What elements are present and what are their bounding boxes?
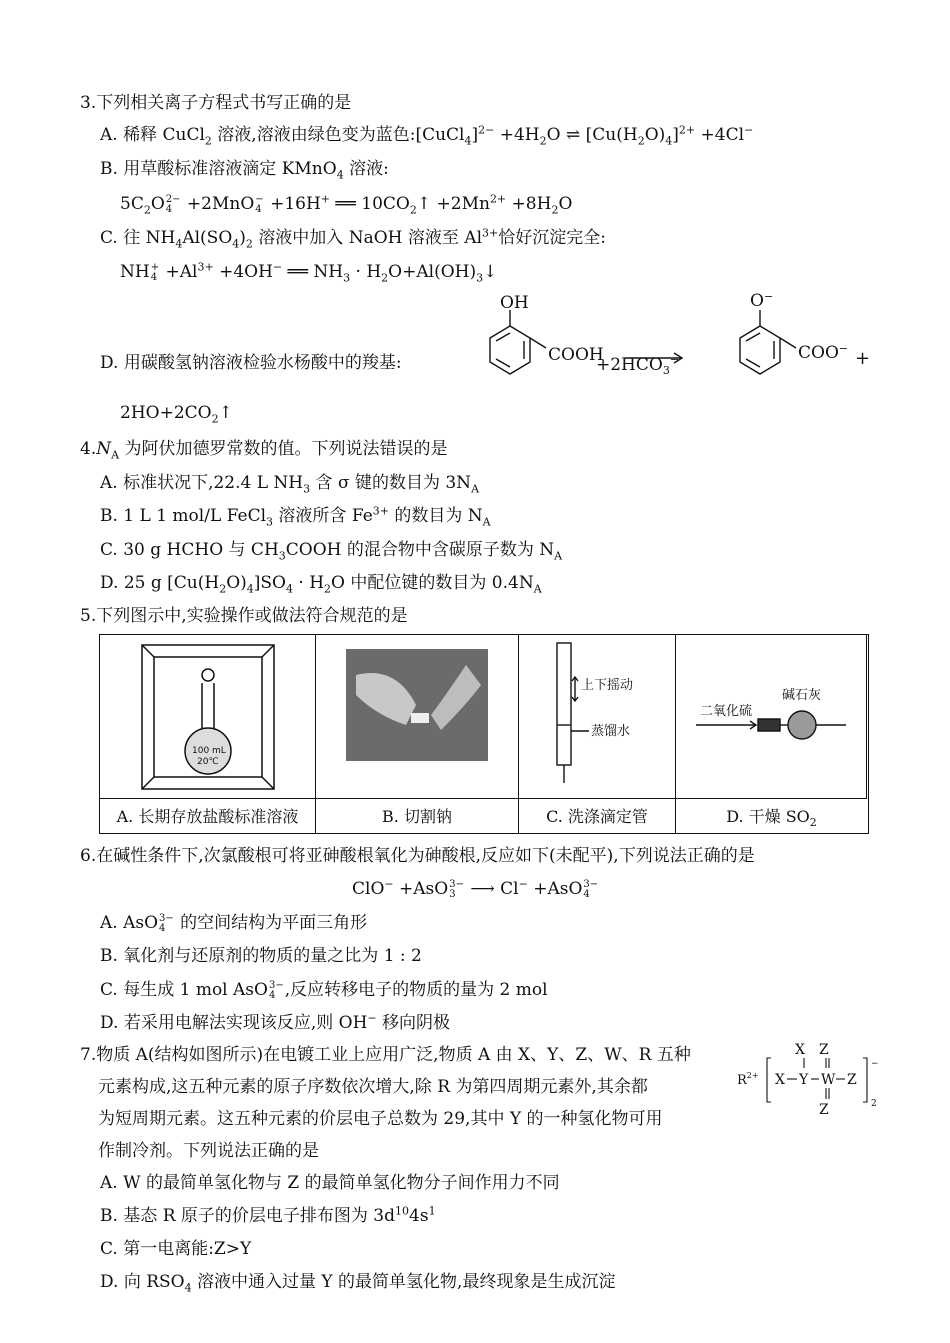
q7-option-a: A. W 的最简单氢化物与 Z 的最简单氢化物分子间作用力不同 — [100, 1173, 560, 1193]
q6-option-b: B. 氧化剂与还原剂的物质的量之比为 1 : 2 — [100, 946, 422, 966]
oh-label: OH — [500, 293, 529, 313]
burette-figure — [519, 635, 674, 795]
q6-option-d: D. 若采用电解法实现该反应,则 OH− 移向阴极 — [100, 1011, 451, 1033]
flask-label-temp: 20℃ — [197, 757, 219, 767]
q4-option-c: C. 30 g HCHO 与 $CH_3COOH$ 的混合物中含碳原子数为 $N_A$ — [100, 540, 563, 563]
shake-label: 上下摇动 — [581, 678, 634, 693]
q7-line2: 元素构成,这五种元素的原子序数依次增大,除 R 为第四周期元素外,其余都 — [98, 1077, 648, 1097]
drying-tube-figure — [676, 635, 866, 795]
q6-stem: 6.在碱性条件下,次氯酸根可将亚砷酸根氧化为砷酸根,反应如下(未配平),下列说法正确的是 — [80, 846, 755, 866]
q4-option-b: B. 1 L 1 mol/L FeCl$_3$ 溶液所含 $Fe^{3+}$ 的数目为 $N_A$ — [100, 504, 491, 529]
caption-d: D. 干燥 $SO_2$ — [676, 798, 867, 833]
plus-hco3-label: $+2HCO_3^-$ — [596, 353, 680, 377]
q3-option-b-equation: $5C_2O$ 2− 4 +2MnO − 4 +16H+ ══ $10CO_2↑ +2Mn^{2+} +8H_2O$ — [120, 192, 573, 217]
figure-d — [676, 635, 867, 798]
coo-label: COO− — [798, 342, 849, 363]
salicylic-acid-reaction — [460, 286, 880, 396]
svg-text:2: 2 — [871, 1099, 877, 1109]
svg-text:Y: Y — [799, 1072, 809, 1088]
svg-text:X: X — [795, 1042, 805, 1058]
svg-text:Z: Z — [847, 1072, 857, 1088]
q3-option-c-equation: NH + 4 $+Al^{3+} +4OH^-$ ══ $NH_3$ · $H_2O+Al(OH)_3↓$ — [120, 260, 498, 285]
caption-a: A. 长期存放盐酸标准溶液 — [100, 798, 316, 833]
svg-text:X: X — [775, 1072, 785, 1088]
q6-option-a: A. AsO 3− 4 的空间结构为平面三角形 — [100, 912, 368, 934]
figure-a — [100, 635, 316, 798]
q5-stem: 5.下列图示中,实验操作或做法符合规范的是 — [80, 606, 408, 626]
svg-text:Z: Z — [819, 1042, 829, 1058]
q4-stem: $4.N_A$ 为阿伏加德罗常数的值。下列说法错误的是 — [80, 439, 448, 462]
flask-label-volume: 100 mL — [192, 746, 226, 756]
caption-c: C. 洗涤滴定管 — [519, 798, 676, 833]
q7-line1: 7.物质 A(结构如图所示)在电镀工业上应用广泛,物质 A 由 X、Y、Z、W、R 五种 — [80, 1045, 691, 1065]
q7-option-c: C. 第一电离能:Z>Y — [100, 1239, 252, 1259]
q3-option-a: A. 稀释 CuCl$_2$ 溶液,溶液由绿色变为蓝色:[CuCl$_4$]$^{2-}$ $+4H_2O$ ⇌ $[Cu(H_2O)_4]^{2+} +4Cl^-$ — [100, 123, 754, 148]
o-minus-label: O− — [750, 290, 774, 311]
svg-text:Z: Z — [819, 1102, 829, 1118]
svg-text:R2+: $R^{2+}$ — [737, 1071, 759, 1088]
soda-lime-label: 碱石灰 — [782, 688, 822, 703]
svg-text:W: W — [821, 1072, 836, 1088]
svg-text:−: − — [871, 1059, 879, 1069]
q7-line3: 为短周期元素。这五种元素的价层电子总数为 29,其中 Y 的一种氢化物可用 — [98, 1109, 663, 1129]
q7-option-d: D. 向 $RSO_4$ 溶液中通入过量 Y 的最简单氢化物,最终现象是生成沉淀 — [100, 1272, 616, 1295]
volumetric-flask-figure — [100, 635, 314, 795]
q6-equation: ClO− +AsO 3− 3 ⟶ Cl− +AsO 3− 4 — [352, 877, 599, 900]
q3-stem: 3.下列相关离子方程式书写正确的是 — [80, 93, 352, 113]
q7-option-b: B. 基态 R 原子的价层电子排布图为 $3d^{10}4s^1$ — [100, 1204, 436, 1226]
q4-option-a: A. 标准状况下,22.4 L $NH_3$ 含 σ 键的数目为 $3N_A$ — [100, 473, 480, 496]
cutting-sodium-photo — [316, 635, 517, 795]
q5-figure-table — [99, 634, 869, 834]
plus-end: + — [855, 348, 871, 369]
q3-option-d: D. 用碳酸氢钠溶液检验水杨酸中的羧基: — [100, 353, 402, 373]
q3-option-b: B. 用草酸标准溶液滴定 KMnO$_4$ 溶液: — [100, 159, 389, 182]
figure-b — [316, 635, 519, 798]
q6-option-c: C. 每生成 1 mol AsO 3− 4 ,反应转移电子的物质的量为 2 mol — [100, 979, 548, 1001]
figure-c — [519, 635, 676, 798]
water-label: 蒸馏水 — [591, 724, 631, 739]
q3-option-c: C. 往 $NH_4Al(SO_4)_2$ 溶液中加入 NaOH 溶液至 $Al^{3+}$恰好沉淀完全: — [100, 226, 606, 251]
caption-b: B. 切割钠 — [316, 798, 519, 833]
cooh-label: COOH — [548, 345, 604, 365]
compound-a-structure — [735, 1036, 880, 1126]
q3-option-d-cont: $2HO+2CO_2↑$ — [120, 403, 233, 426]
q4-option-d: D. 25 g $[Cu(H_2O)_4]SO_4 \cdot H_2O$ 中配位键的数目为 $0.4N_A$ — [100, 573, 542, 596]
so2-label: 二氧化硫 — [700, 704, 753, 719]
q7-line4: 作制冷剂。下列说法正确的是 — [98, 1141, 319, 1161]
